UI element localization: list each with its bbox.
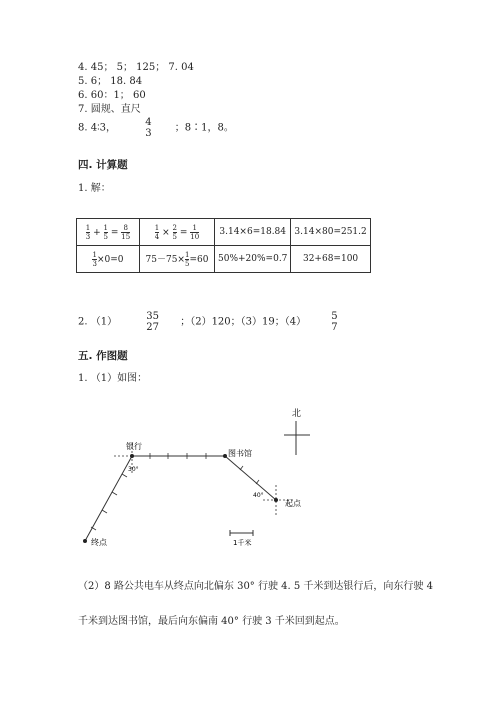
answer-8-prefix: 8. 4∶3， xyxy=(78,122,117,134)
table-cell: 75－75× $\frac{1}{5}$ =60 xyxy=(140,246,215,273)
angle-start-label: 40° xyxy=(253,492,264,499)
table-cell: 3.14×80=251.2 xyxy=(291,219,370,246)
scale-label: 1千米 xyxy=(233,539,252,547)
end-label: 终点 xyxy=(91,538,107,547)
q2-fraction-2: 5 7 xyxy=(331,311,338,333)
q2-fraction-1: 35 27 xyxy=(146,311,160,333)
north-compass xyxy=(284,407,310,455)
section-5-q2-line1: （2）8 路公共电车从终点向北偏东 30° 行驶 4. 5 千米到达银行后，向东行驶 4 xyxy=(78,581,433,592)
library-point xyxy=(223,454,227,458)
section-5-q1-label: 1. （1）如图： xyxy=(78,373,148,384)
answer-7: 7. 圆规、直尺 xyxy=(78,104,141,115)
scale-bar xyxy=(230,530,253,547)
route-path xyxy=(85,456,276,541)
answer-4: 4. 45； 5； 125； 7. 04 xyxy=(78,62,194,73)
answer-8-suffix: ；8∶1，8。 xyxy=(174,122,234,134)
table-cell: 50%+20%=0.7 xyxy=(215,246,291,273)
bank-label: 银行 xyxy=(126,442,142,451)
end-point xyxy=(83,539,87,543)
table-cell: $\frac{1}{4}$ × $\frac{2}{5}$ = $\frac{1}{10}$ xyxy=(140,219,215,246)
table-cell: $\frac{1}{3}$ ×0=0 xyxy=(77,246,140,273)
table-cell: $\frac{1}{3}$ + $\frac{1}{5}$ = $\frac{8}{15}$ xyxy=(77,219,140,246)
start-label: 起点 xyxy=(285,499,301,508)
fraction-denominator: 3 xyxy=(145,128,152,139)
section-4-title: 四. 计算题 xyxy=(78,159,128,171)
angle-bank-label: 30° xyxy=(128,466,139,473)
q2-middle: ；（2）120；（3）19；（4） xyxy=(180,316,307,328)
table-cell: 3.14×6=18.84 xyxy=(215,219,291,246)
section-5-title: 五. 作图题 xyxy=(78,350,128,362)
section-5-q2-line2: 千米到达图书馆，最后向东偏南 40° 行驶 3 千米回到起点。 xyxy=(78,616,345,627)
table-cell: 32+68=100 xyxy=(291,246,370,273)
section-4-q1-label: 1. 解： xyxy=(78,183,111,194)
answer-6: 6. 60：1； 60 xyxy=(78,90,146,101)
answer-5: 5. 6； 18. 84 xyxy=(78,76,143,87)
bank-point xyxy=(130,454,134,458)
fraction-numerator: 4 xyxy=(145,117,152,128)
library-label: 图书馆 xyxy=(228,449,252,458)
start-point xyxy=(274,498,278,502)
north-label: 北 xyxy=(292,409,302,419)
q2-prefix: 2. （1） xyxy=(78,316,118,328)
